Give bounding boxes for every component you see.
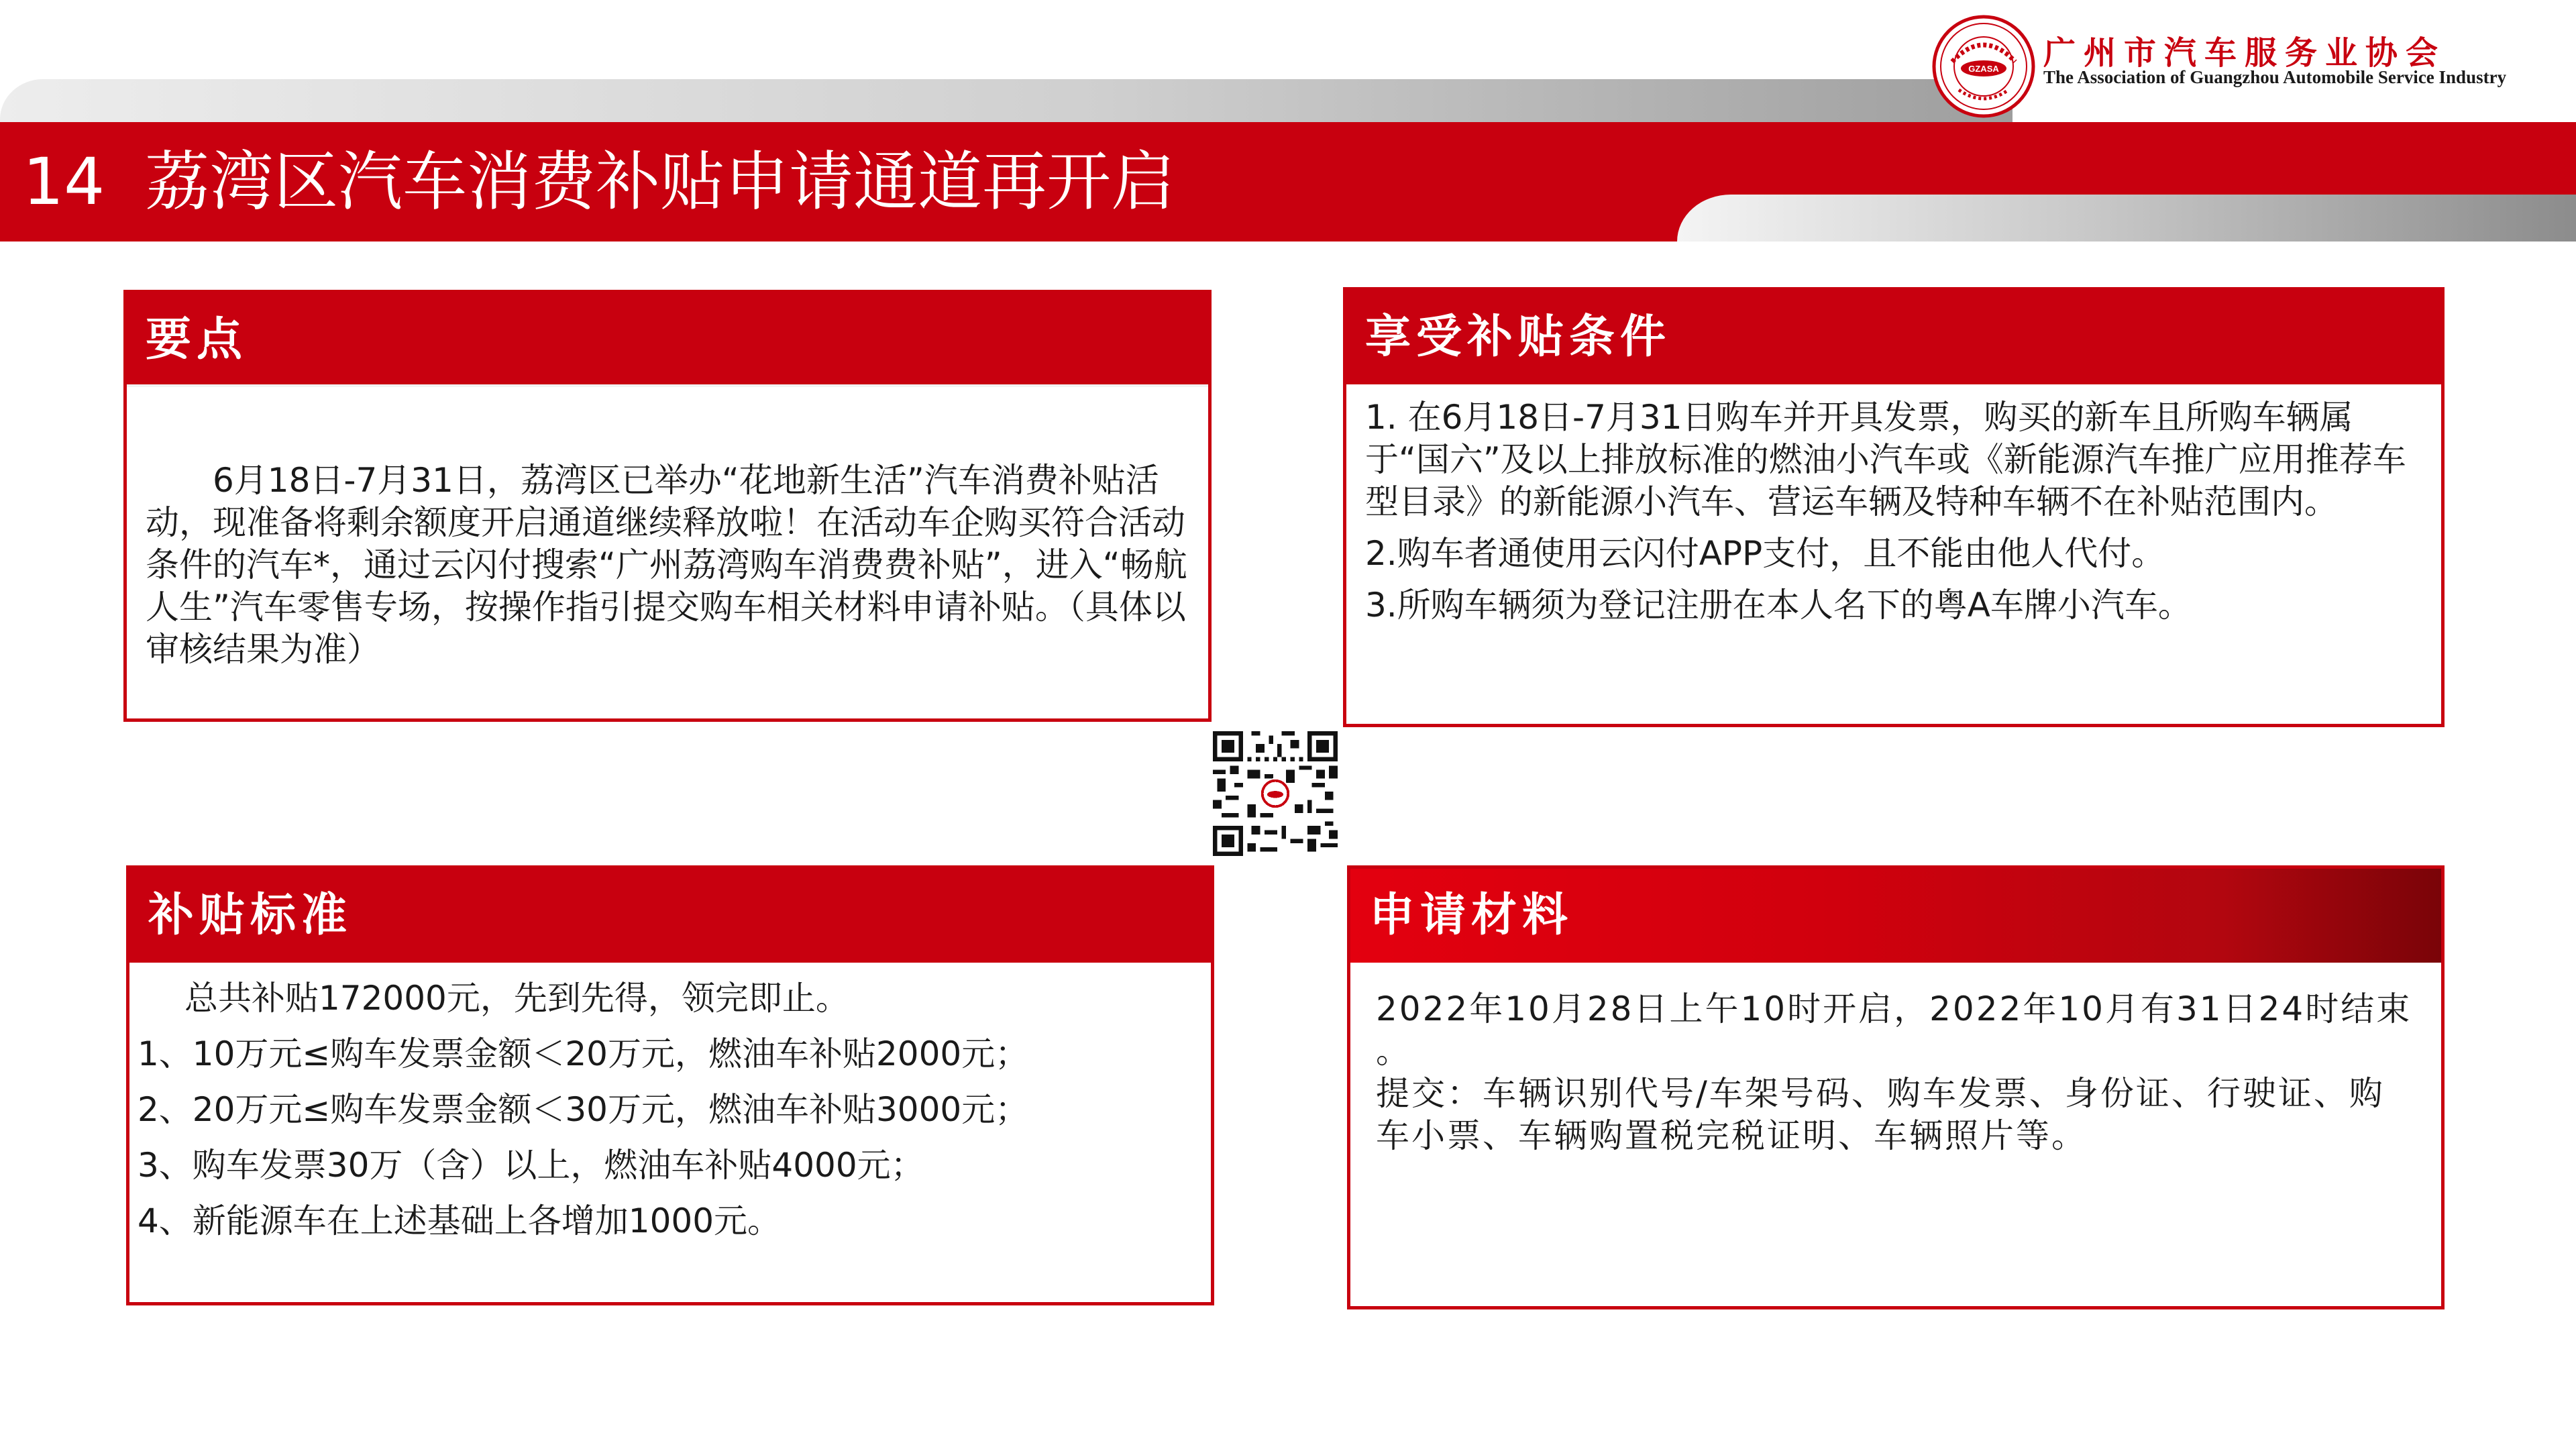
key-points-heading: 要点 — [127, 293, 1208, 387]
application-materials-heading: 申请材料 — [1350, 869, 2441, 963]
subsidy-standards-panel — [126, 865, 1214, 1305]
condition-item-2: 2.购车者通使用云闪付APP支付，且不能由他人代付。 — [1365, 534, 2165, 573]
application-materials-panel — [1347, 865, 2445, 1309]
conditions-heading: 享受补贴条件 — [1346, 290, 2441, 384]
title-grey-swoosh — [1677, 195, 2576, 241]
condition-item-3: 3.所购车辆须为登记注册在本人名下的粤A车牌小汽车。 — [1365, 586, 2192, 625]
slide-number: 14 — [23, 144, 105, 219]
qr-code-icon — [1213, 731, 1338, 856]
association-seal-logo — [1932, 15, 2035, 118]
key-points-panel — [123, 290, 1212, 722]
materials-required-documents: 提交：车辆识别代号/车架号码、购车发票、身份证、行驶证、购车小票、车辆购置税完税证明、车辆照片等。 — [1376, 1074, 2385, 1155]
slide-title: 荔湾区汽车消费补贴申请通道再开启 — [145, 144, 1176, 219]
association-english-name: The Association of Guangzhou Automobile Service Industry — [2043, 67, 2507, 87]
association-name: 广州市汽车服务业协会 — [2043, 34, 2447, 72]
header-grey-stripe — [0, 79, 2012, 122]
conditions-panel — [1343, 287, 2445, 727]
standards-total: 总共补贴172000元，先到先得，领完即止。 — [184, 979, 849, 1018]
standards-item-2: 2、20万元≤购车发票金额＜30万元，燃油车补贴3000元； — [138, 1090, 1029, 1129]
standards-item-3: 3、购车发票30万（含）以上，燃油车补贴4000元； — [138, 1146, 924, 1185]
materials-schedule: 2022年10月28日上午10时开启，2022年10月有31日24时结束 。 — [1376, 989, 2412, 1071]
page-title — [23, 131, 1175, 232]
standards-item-1: 1、10万元≤购车发票金额＜20万元，燃油车补贴2000元； — [138, 1034, 1029, 1073]
subsidy-standards-heading: 补贴标准 — [129, 869, 1211, 963]
standards-item-4: 4、新能源车在上述基础上各增加1000元。 — [138, 1201, 782, 1240]
logo-abbr: GZASA — [1968, 64, 1999, 74]
key-points-text: 6月18日-7月31日，荔湾区已举办“花地新生活”汽车消费补贴活动，现准备将剩余额度开启通道继续释放啦！在活动车企购买符合活动条件的汽车*，通过云闪付搜索“广州荔湾购车消费费补贴”，进入“畅航人生”汽车零售专场，按操作指引提交购车相关材料申请补贴。（具体以审核结果为准） — [146, 461, 1187, 669]
condition-item-1: 1. 在6月18日-7月31日购车并开具发票，购买的新车且所购车辆属于“国六”及以上排放标准的燃油小汽车或《新能源汽车推广应用推荐车型目录》的新能源小汽车、营运车辆及特种车辆不在补贴范围内。 — [1365, 398, 2406, 521]
